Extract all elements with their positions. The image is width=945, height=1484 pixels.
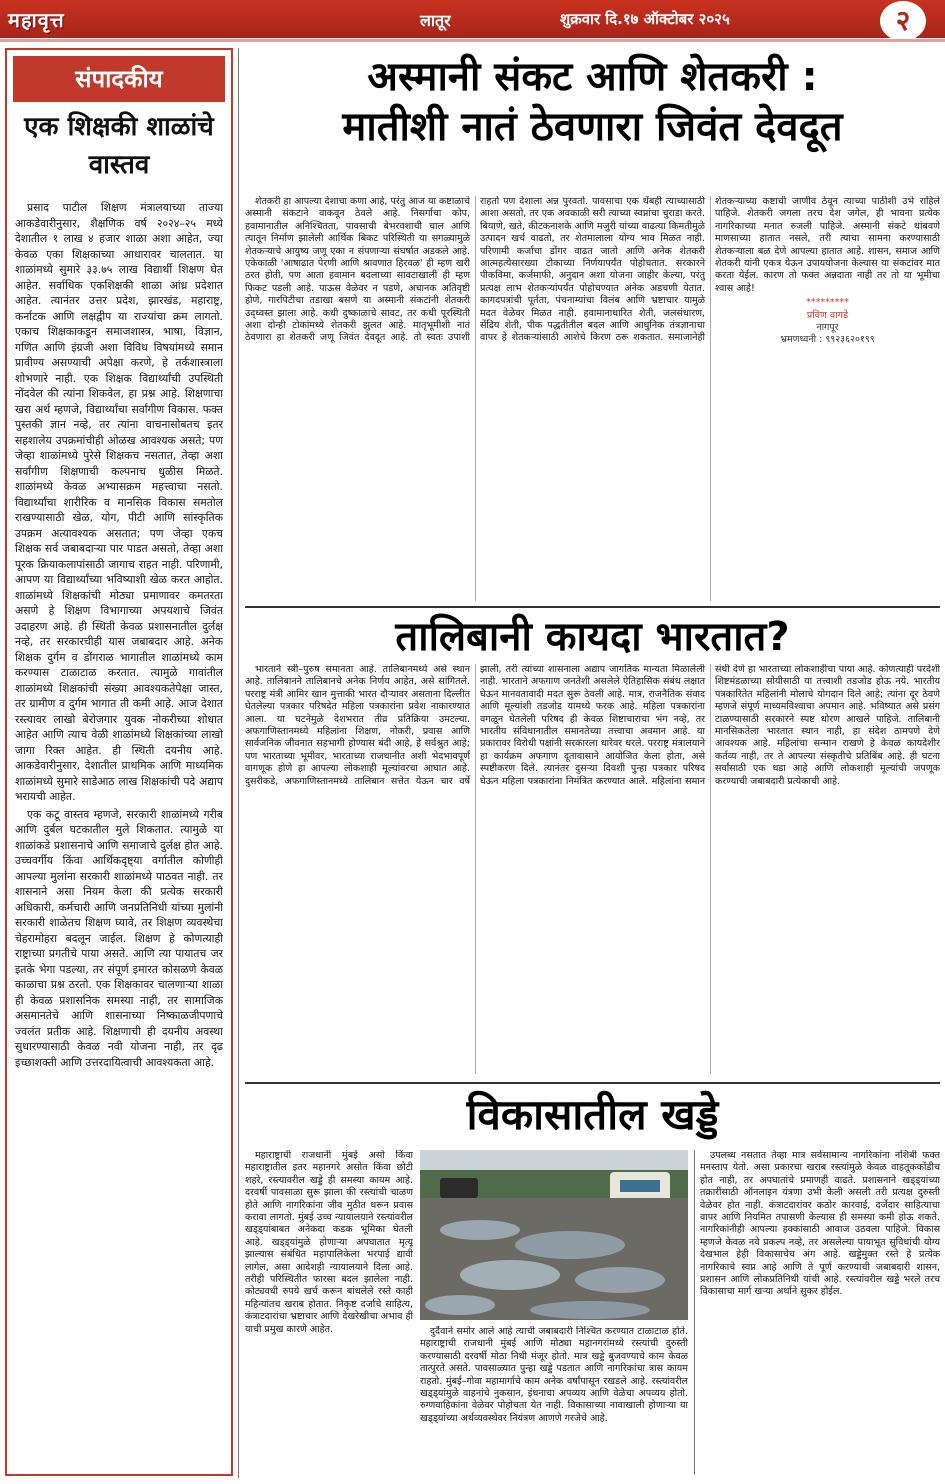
editorial-body xyxy=(15,200,223,1470)
article2-headline: तालिबानी कायदा भारतात? xyxy=(395,614,790,660)
pothole-road-photo xyxy=(420,1150,688,1320)
article1-headline-line2: मातीशी नातं ठेवणारा जिवंत देवदूत xyxy=(342,104,843,150)
article3-text-left: महाराष्ट्राची राजधानी मुंबई असो किंवा महाराष्ट्रातील इतर महानगरे असोत किंवा छोटी शहरे, रस्त्यावरील खड्डे ही समस्या कायम आहे. दरवर्षी पावसाळा सुरू झाला की रस्त्यांची चाळण होते आणि नागरिकांना जीव मुठीत धरून प्रवास करावा लागतो. मुंबई उच्च न्यायालयाने रस्त्यांवरील खड्ड्यांबाबत अनेकदा कडक भूमिका घेतली आहे. खड्ड्यांमुळे होणाऱ्या अपघातात मृत्यू झाल्यास संबंधित महापालिकेला भरपाई द्यावी लागेल, असा आदेशही न्यायालयाने दिला आहे. तरीही परिस्थितीत फारसा बदल झालेला नाही. कोट्यवधी रुपये खर्च करून बांधलेले रस्ते काही महिन्यांतच खराब होतात. निकृष्ट दर्जाचे साहित्य, कंत्राटदारांचा भ्रष्टाचार आणि देखरेखीचा अभाव ही याची प्रमुख कारणे आहेत. xyxy=(245,1150,413,1335)
article2-text: भारताने स्त्री–पुरुष समानता आहे. तालिबानमध्ये असे स्थान आहे. तालिबानने तालिबानचे अनेक निर्णय आहेत, असे सांगितले. परराष्ट्र मंत्री आमिर खान मुत्ताकी भारत दौऱ्यावर असताना दिल्लीत घेतलेल्या पत्रकार परिषदेत महिला पत्रकारांना प्रवेश नाकारण्यात आला. या घटनेमुळे देशभरात तीव्र प्रतिक्रिया उमटल्या. अफगाणिस्तानमध्ये महिलांना शिक्षण, नोकरी, प्रवास आणि सार्वजनिक जीवनात सहभागी होण्यास बंदी आहे, हे सर्वश्रुत आहे; पण भारताच्या भूमीवर, भारताच्या राजधानीत अशी भेदभावपूर्ण वागणूक होणे हा आपल्या लोकशाही मूल्यांवरचा आघात आहे. दुसरीकडे, अफगाणिस्तानमध्ये तालिबान सत्तेत येऊन चार वर्षे झाली, तरी त्यांच्या शासनाला अद्याप जागतिक मान्यता मिळालेली नाही. भारताने अफगाण जनतेशी असलेले ऐतिहासिक संबंध लक्षात घेऊन मानवतावादी मदत सुरू ठेवली आहे. मात्र, राजनैतिक संवाद आणि मूल्यांशी तडजोड यामध्ये फरक आहे. महिला पत्रकारांना वगळून घेतलेली परिषद ही केवळ शिष्टाचाराचा भंग नव्हे, तर भारतीय संविधानातील समानतेच्या तत्त्वाचा अवमान आहे. या प्रकारावर विरोधी पक्षांनी सरकारला धारेवर धरले. परराष्ट्र मंत्रालयाने हा कार्यक्रम अफगाण दूतावासाने आयोजित केला होता, असे स्पष्टीकरण दिले. त्यानंतर दुसऱ्या दिवशी पुन्हा पत्रकार परिषद घेऊन महिला पत्रकारांना निमंत्रित करण्यात आले. महिलांना समान संधी देणे हा भारताच्या लोकशाहीचा पाया आहे. कोणत्याही परदेशी शिष्टमंडळाच्या सोयीसाठी या तत्त्वाशी तडजोड होऊ नये. भारतीय पत्रकारितेत महिलांनी मोलाचे योगदान दिले आहे; त्यांना दूर ठेवणे म्हणजे संपूर्ण माध्यमविश्वाचा अपमान आहे. भविष्यात असे प्रसंग टाळण्यासाठी सरकारने स्पष्ट धोरण आखले पाहिजे. तालिबानी मानसिकतेला भारतात स्थान नाही, हा संदेश ठामपणे देणे आवश्यक आहे. महिलांचा सन्मान राखणे हे केवळ कायदेशीर कर्तव्य नाही, तर ते आपल्या संस्कृतीचे प्रतिबिंब आहे. ही घटना सर्वांसाठी एक धडा आहे आणि लोकशाही मूल्यांची जपणूक करण्याची जबाबदारी प्रत्येकाची आहे. xyxy=(245,664,940,787)
pothole-road-image xyxy=(420,1150,688,1320)
article1-author: प्रविण वागडे xyxy=(806,309,849,321)
masthead-background xyxy=(0,0,945,38)
article1-place: नागपूर xyxy=(816,322,839,334)
article1-text: शेतकरी हा आपल्या देशाचा कणा आहे, परंतु आज या कष्टाळाचे अस्मानी संकटाने वाकवून ठेवले आहे. निसर्गाचा कोप, हवामानातील अनिश्चितता, पावसाची बेभरवशाची चाल आणि त्यातून निर्माण झालेली आर्थिक बिकट परिस्थिती या सगळ्यामुळे शेतकऱ्याचे आयुष्य जणू एका न संपणाऱ्या संघर्षात अडकले आहे. एकेकाळी 'आषाढात पेरणी आणि श्रावणात हिरवळ' ही म्हण खरी ठरत होती, पण आता हवामान बदलाच्या सावटाखाली ही म्हण फिकट पडली आहे. पाऊस वेळेवर न पडणे, अचानक अतिवृष्टी होणे, गारपिटीचा तडाखा बसणे या अस्मानी संकटांनी शेतकरी उद्ध्वस्त झाला आहे. कधी दुष्काळाचे सावट, तर कधी पूरस्थिती अशा दोन्ही टोकांमध्ये शेतकरी झुलत आहे. मातृभूमीशी नातं ठेवणारा हा शेतकरी जणू जिवंत देवदूत आहे. तो स्वतः उपाशी राहतो पण देशाला अन्न पुरवतो. पावसाचा एक थेंबही त्याच्यासाठी आशा असतो, तर एक अवकाळी सरी त्याच्या स्वप्नांचा चुराडा करते. बियाणे, खते, कीटकनाशके आणि मजुरी यांच्या वाढत्या किमतीमुळे उत्पादन खर्च वाढतो, तर शेतमालाला योग्य भाव मिळत नाही. परिणामी कर्जाचा डोंगर वाढत जातो आणि अनेक शेतकरी आत्महत्येसारख्या टोकाच्या निर्णयापर्यंत पोहोचतात. सरकारने पीकविमा, कर्जमाफी, अनुदान अशा योजना जाहीर केल्या, परंतु प्रत्यक्ष लाभ शेतकऱ्यांपर्यंत पोहोचण्यात अनेक अडचणी येतात. कागदपत्रांची पूर्तता, पंचनाम्यांचा विलंब आणि भ्रष्टाचार यामुळे मदत वेळेवर मिळत नाही. हवामानाधारित शेती, जलसंधारण, सेंद्रिय शेती, पीक पद्धतीतील बदल आणि आधुनिक तंत्रज्ञानाचा वापर हे शेतकऱ्यांसाठी आशेचे किरण ठरू शकतात. समाजानेही शेतकऱ्याच्या कष्टाची जाणीव ठेवून त्याच्या पाठीशी उभे राहिले पाहिजे. शेतकरी जगला तरच देश जगेल, ही भावना प्रत्येक नागरिकाच्या मनात रुजली पाहिजे. अस्मानी संकटे थांबवणे माणसाच्या हातात नसले, तरी त्याचा सामना करण्यासाठी शेतकऱ्याला बळ देणे आपल्या हातात आहे. शासन, समाज आणि शेतकरी यांनी एकत्र येऊन उपाययोजना केल्यास या संकटांवर मात करता येईल. कारण तो फक्त अन्नदाता नाही तर तो या भूमीचा श्वास आहे! xyxy=(245,196,940,344)
editorial-column xyxy=(5,48,233,1476)
masthead-title: महावृत्त xyxy=(8,8,65,32)
edition-city: लातूर xyxy=(420,11,451,30)
article1-phone: भ्रमणध्वनी : ९९२३६२०१९९ xyxy=(780,334,875,346)
page-number: २ xyxy=(880,1,926,41)
article3-body-left xyxy=(245,1150,413,1475)
article3-body-right xyxy=(700,1150,940,1475)
editorial-paragraph: एक कटू वास्तव म्हणजे, सरकारी शाळांमध्ये गरीब आणि दुर्बल घटकातील मुले शिकतात. त्यामुळे या शाळांकडे प्रशासनाचे आणि समाजाचे दुर्लक्ष होत आहे. उच्चवर्गीय किंवा आर्थिकदृष्ट्या वर्गातील कोणीही आपल्या मुलांना सरकारी शाळांमध्ये पाठवत नाही. तर शासनाने असा नियम केला की प्रत्येक सरकारी अधिकारी, कर्मचारी आणि जनप्रतिनिधी यांच्या मुलांनी सरकारी शाळेतच शिक्षण घ्यावे, तर शिक्षण व्यवस्थेचा चेहरामोहरा बदलून जाईल. शिक्षण हे कोणत्याही राष्ट्राच्या प्रगतीचे पाया असते. आणि त्या पायातच जर इतके भेगा पडल्या, तर संपूर्ण इमारत कोसळणे केवळ काळाचा प्रश्न ठरतो. एक शिक्षकावर चालणाऱ्या शाळा ही केवळ प्रशासनिक समस्या नाही, तर सामाजिक असमानतेचे आणि शासनाच्या निष्काळजीपणाचे ज्वलंत प्रतीक आहे. शिक्षणाची ही दयनीय अवस्था सुधारण्यासाठी केवळ नवी योजना नाही, तर दृढ इच्छाशक्ती आणि उत्तरदायित्वाची आवश्यकता आहे. xyxy=(15,807,223,1069)
editorial-label: संपादकीय xyxy=(13,56,225,102)
article1-stars: ********* xyxy=(806,297,849,309)
column-divider xyxy=(238,48,239,1478)
article2-body xyxy=(245,664,940,1074)
article3-body-middle xyxy=(420,1326,688,1476)
article3-headline: विकासातील खड्डे xyxy=(466,1090,719,1139)
editorial-paragraph: प्रसाद पाटील शिक्षण मंत्रालयाच्या ताज्या आकडेवारीनुसार, शैक्षणिक वर्ष २०२४–२५ मध्ये देशातील १ लाख ४ हजार शाळा अशा आहेत, ज्या केवळ एका शिक्षकाच्या आधारावर चालतात. या शाळांमध्ये सुमारे ३३.७५ लाख विद्यार्थी शिक्षण घेत आहेत. सर्वाधिक एकशिक्षकी शाळा आंध्र प्रदेशात आहेत. त्यानंतर उत्तर प्रदेश, झारखंड, महाराष्ट्र, कर्नाटक आणि लक्षद्वीप या राज्यांचा क्रम लागतो. एकाच शिक्षकाकडून समाजशास्त्र, भाषा, विज्ञान, गणित आणि इंग्रजी अशा विविध विषयांमध्ये समान प्रावीण्य असण्याची अपेक्षा करणे, हे तर्कशास्त्राला शोभणारे नाही. एक शिक्षक विद्यार्थ्यांची उपस्थिती नोंदवेल की त्यांना शिकवेल, हा प्रश्न आहे. शिक्षणाचा खरा अर्थ म्हणजे, विद्यार्थ्यांचा सर्वांगीण विकास. फक्त पुस्तकी ज्ञान नव्हे, तर त्यांना वाचनासोबतच इतर सहशालेय उपक्रमांचीही ओळख आवश्यक असते; पण जेव्हा शाळांमध्ये पुरेसे शिक्षकच नसतात, तेव्हा अशा सर्वांगीण शिक्षणाची कल्पनाच धुळीस मिळते. शाळांमध्ये केवळ अभ्यासक्रम महत्त्वाचा नसतो. विद्यार्थ्यांचा शारीरिक व मानसिक विकास समतोल राखण्यासाठी खेळ, योग, पीटी आणि सांस्कृतिक उपक्रम अत्यावश्यक असतात; पण जेव्हा एकच शिक्षक सर्व जबाबदाऱ्या पार पाडत असतो, तेव्हा अशा पूरक क्रियाकलापांसाठी जागाच राहत नाही. परिणामी, आपण या विद्यार्थ्यांच्या भविष्याशी खेळ करत आहोत. शाळांमध्ये शिक्षकांची मोठ्या प्रमाणावर कमतरता असणे हे शिक्षण विभागाच्या अपयशाचे जिवंत उदाहरण आहे. ही स्थिती केवळ प्रशासनातील दुर्लक्ष नव्हे, तर सरकारचीही यास जबाबदार आहे. अनेक शिक्षक दुर्गम व डोंगराळ भागातील शाळांमध्ये काम करण्यास टाळाटाळ करतात. त्यामुळे गावांतील शाळांमध्ये शिक्षकांची संख्या आवश्यकतेपेक्षा जास्त, तर ग्रामीण व दुर्गम भागात ती कमी आहे. आज देशात रस्त्यावर लाखो बेरोजगार युवक नोकरीच्या शोधात आहेत आणि त्याच वेळी शाळांमध्ये शिक्षकांच्या लाखो जागा रिक्त आहेत. ही स्थिती दयनीय आहे. आकडेवारीनुसार, देशातील प्राथमिक आणि माध्यमिक शाळांमध्ये सुमारे साडेआठ लाख शिक्षकांची पदे अद्याप भरायची आहेत. xyxy=(15,201,223,803)
column-divider xyxy=(694,1150,695,1475)
section-rule xyxy=(245,1082,940,1084)
article1-body xyxy=(245,196,940,601)
section-rule xyxy=(245,606,940,608)
article1-headline-line1: अस्मानी संकट आणि शेतकरी : xyxy=(367,54,818,100)
masthead-rule xyxy=(0,39,945,42)
masthead-bar xyxy=(0,0,945,44)
article3-text-middle: दुर्दैवाने समोर आले आहे त्याची जबाबदारी निश्चित करण्यात टाळाटाळ होते. महाराष्ट्राची राजधानी मुंबई आणि मोठ्या महानगरांमध्ये रस्त्यांची दुरुस्ती करण्यासाठी दरवर्षी मोठा निधी मंजूर होतो. मात्र खड्डे बुजवण्याचे काम केवळ तात्पुरते असते. पावसाळ्यात पुन्हा खड्डे पडतात आणि नागरिकांचा त्रास कायम राहतो. मुंबई–गोवा महामार्गाचे काम अनेक वर्षांपासून रखडले आहे. रस्त्यांवरील खड्ड्यांमुळे वाहनांचे नुकसान, इंधनाचा अपव्यय आणि वेळेचा अपव्यय होतो. रुग्णवाहिकांना वेळेवर पोहोचता येत नाही. विकासाच्या नावाखाली होणाऱ्या या खड्ड्यांच्या अर्थव्यवस्थेवर नियंत्रण आणणे गरजेचे आहे. xyxy=(420,1326,688,1424)
article1-headline xyxy=(245,52,940,152)
editorial-title: एक शिक्षकी शाळांचे वास्तव xyxy=(24,112,214,180)
article3-text-right: उपलब्ध नसतात तेव्हा मात्र सर्वसामान्य नागरिकांना नशिबी फक्त मनस्ताप येतो. असा प्रकारचा खराब रस्त्यांमुळे केवळ वाहतूककोंडीच होत नाही, तर अपघातांचे प्रमाणही वाढते. प्रशासनाने खड्ड्यांच्या तक्रारींसाठी ऑनलाइन यंत्रणा उभी केली असली तरी प्रत्यक्ष दुरुस्ती वेळेवर होत नाही. कंत्राटदारांवर कठोर कारवाई, दर्जेदार साहित्याचा वापर आणि नियमित तपासणी केल्यास ही समस्या कमी होऊ शकते. नागरिकांनीही आपल्या हक्कांसाठी आवाज उठवला पाहिजे. विकास म्हणजे केवळ नवे प्रकल्प नव्हे, तर असलेल्या पायाभूत सुविधांची योग्य देखभाल हेही विकासाचेच अंग आहे. खड्डेमुक्त रस्ते हे प्रत्येक नागरिकाचे स्वप्न आहे आणि ते पूर्ण करण्याची जबाबदारी शासन, प्रशासन आणि लोकप्रतिनिधी यांची आहे. रस्त्यांवरील खड्डे भरले तरच विकासाचा मार्ग खऱ्या अर्थाने सुकर होईल. xyxy=(700,1150,940,1298)
issue-date: शुक्रवार दि.१७ ऑक्टोबर २०२५ xyxy=(560,10,730,28)
